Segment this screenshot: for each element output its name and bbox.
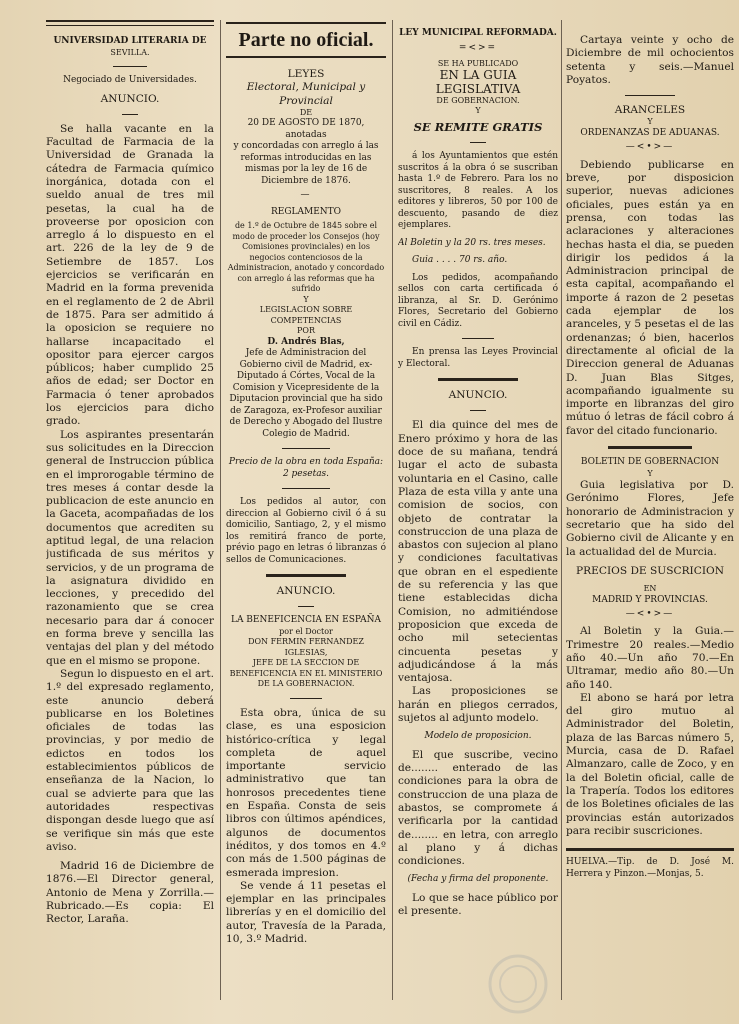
publicado-label: SE HA PUBLICADO bbox=[437, 58, 519, 68]
ornament: —<•>— bbox=[625, 609, 675, 620]
paragraph: Los pedidos, acompañando sellos con carta certificada ó libranza, al Sr. D. Gerónimo Flores, Secretario del Gobierno civil en Cádiz. bbox=[398, 272, 558, 329]
column-1 bbox=[46, 14, 214, 1014]
paragraph: El que suscribe, vecino de........ enterado de las condiciones para la obra de construccion de una plaza de abastos, se compromete á verificarla por la cantidad de........ en letra, con arreglo al plano y á dichas condiciones. bbox=[398, 748, 558, 868]
price: Precio de la obra en toda España: 2 pesetas. bbox=[228, 457, 384, 479]
paragraph: Segun lo dispuesto en el art. 1.º del expresado reglamento, este anuncio deberá publicarse en los Boletines oficiales de todas las provincias, y por medio de edictos en todos los establecimientos públicos de enseñanza de la Nacion, lo cual se advierte para que las autoridades respectivas dispongan desde luego que así se verifique sin más que este aviso. bbox=[46, 667, 214, 853]
paragraph: Esta obra, única de su clase, es una esposicion histórico-crítica y legal completa de aquel importante servicio administrativo que tan honrosos precedentes tiene en España. Consta de seis libros con últimos apéndices, algunos de documentos inéditos, y dos tomos en 4.º con más de 1.500 páginas de esmerada impresion. bbox=[226, 706, 386, 879]
author-name: D. Andrés Blas, bbox=[267, 336, 345, 347]
paragraph: Las proposiciones se harán en pliegos cerrados, sujetos al adjunto modelo. bbox=[398, 685, 558, 725]
doctor-description: JEFE DE LA SECCION DE BENEFICENCIA EN EL MINISTERIO DE LA GOBERNACION. bbox=[229, 658, 383, 689]
ornament: — bbox=[300, 190, 312, 201]
ley-municipal-title: LEY MUNICIPAL REFORMADA. bbox=[399, 28, 557, 38]
column-3 bbox=[398, 14, 558, 1014]
divider bbox=[608, 446, 692, 449]
ornament: =<>= bbox=[458, 42, 498, 53]
divider bbox=[566, 848, 734, 851]
ordenanzas-heading: ORDENANZAS DE ADUANAS. bbox=[580, 127, 720, 138]
signature: Madrid 16 de Diciembre de 1876.—El Director general, Antonio de Mena y Zorrilla.—Rubricado.—Es copia: El Rector, Laraña. bbox=[46, 860, 214, 926]
divider bbox=[438, 378, 518, 381]
watermark-stamp-icon bbox=[486, 952, 550, 1016]
y-label: Y bbox=[475, 106, 481, 116]
reglamento-text: de 1.º de Octubre de 1845 sobre el modo de proceder los Consejos (hoy Comisiones provinciales) en los negocios contenciosos de la Administracion, anotado y concordado con arreglo á las reformas que ha sufrido bbox=[227, 221, 385, 294]
paragraph: á los Ayuntamientos que estén suscritos á la obra ó se suscriban hasta 1.º de Febrero. Para los no suscritores, 8 reales. A los editores y libreros, 50 por 100 de descuento, pasando de diez ejemplares. bbox=[398, 151, 558, 231]
boletin-heading: BOLETIN DE GOBERNACION bbox=[580, 457, 720, 468]
printer-imprint: HUELVA.—Tip. de D. José M. Herrera y Pinzon.—Monjas, 5. bbox=[566, 857, 734, 879]
doctor-name: DON FERMIN FERNANDEZ IGLESIAS, bbox=[248, 637, 364, 657]
anotadas: anotadas bbox=[285, 129, 327, 140]
paragraph: Cartaya veinte y ocho de Diciembre de mil ochocientos setenta y seis.—Manuel Poyatos. bbox=[566, 34, 734, 86]
y-label: Y bbox=[647, 468, 653, 478]
ornament: —<•>— bbox=[625, 142, 675, 153]
divider bbox=[462, 338, 494, 339]
en-label: EN bbox=[643, 584, 657, 594]
law-date: 20 DE AGOSTO DE 1870, bbox=[247, 118, 365, 129]
price-line-1: Al Boletin y la 20 rs. tres meses. bbox=[398, 237, 546, 248]
divider bbox=[290, 698, 322, 699]
price-line-2: Guia . . . . 70 rs. año. bbox=[412, 255, 508, 266]
column-divider bbox=[392, 20, 393, 1000]
column-divider bbox=[220, 20, 221, 1000]
y-label: Y bbox=[647, 117, 653, 127]
aranceles-heading: ARANCELES bbox=[614, 104, 686, 117]
divider bbox=[113, 66, 147, 67]
divider bbox=[298, 606, 314, 607]
divider bbox=[625, 95, 675, 96]
paragraph: En prensa las Leyes Provincial y Electoral. bbox=[398, 347, 558, 369]
guia-legislativa: EN LA GUIA LEGISLATIVA bbox=[435, 68, 521, 96]
leyes-heading: LEYES bbox=[287, 68, 325, 80]
reglamento-heading: REGLAMENTO bbox=[270, 206, 342, 217]
legislacion-heading: LEGISLACION SOBRE COMPETENCIAS bbox=[259, 305, 353, 325]
paragraph: Guia legislativa por D. Gerónimo Flores, Jefe honorario de Administracion y secretario que ha sido del Gobierno civil de Alicante y en la actualidad del de Murcia. bbox=[566, 479, 734, 558]
paragraph: Al Boletin y la Guia.—Trimestre 20 reales.—Medio año 40.—Un año 70.—En Ultramar, medio año 80.—Un año 140. bbox=[566, 625, 734, 691]
divider bbox=[470, 410, 486, 411]
divider bbox=[470, 142, 486, 143]
concordadas: y concordadas con arreglo á las reformas introducidas en las mismas por la ley de 16 de Diciembre de 1876. bbox=[233, 141, 379, 186]
fecha-firma: (Fecha y firma del proponente. bbox=[407, 874, 549, 885]
anuncio-heading: ANUNCIO. bbox=[100, 92, 160, 105]
author-description: Jefe de Administracion del Gobierno civil de Madrid, ex-Diputado á Córtes, Vocal de la Comision y Vicepresidente de la Diputacion provincial que ha sido de Zaragoza, ex-Profesor auxiliar de Derecho y Abogado del Ilustre Colegio de Madrid. bbox=[229, 348, 383, 439]
university-city: SEVILLA. bbox=[110, 47, 150, 57]
divider bbox=[122, 114, 139, 115]
divider bbox=[282, 448, 330, 449]
madrid-provincias: MADRID Y PROVINCIAS. bbox=[592, 594, 708, 605]
divider bbox=[282, 488, 330, 489]
leyes-subtitle: Electoral, Municipal y Provincial bbox=[246, 81, 366, 107]
beneficencia-title: LA BENEFICENCIA EN ESPAÑA bbox=[230, 615, 382, 626]
remite-gratis: SE REMITE GRATIS bbox=[413, 119, 543, 134]
por-label: POR bbox=[297, 326, 315, 336]
top-rule bbox=[46, 20, 214, 26]
anuncio-heading: ANUNCIO. bbox=[448, 389, 508, 402]
paragraph: El dia quince del mes de Enero próximo y hora de las doce de su mañana, tendrá lugar el acto de subasta voluntaria en el Casino, calle Plaza de esta villa y ante una comision de socios, con objeto de contratar la construccion de una plaza de abastos con sujecion al plano y condiciones facultativas que obran en el espediente de su referencia y las que tiene establecidas dicha Comision, no admitiéndose proposicion que exceda de ocho mil setecientas cincuenta pesetas y adjudicándose á la más ventajosa. bbox=[398, 419, 558, 685]
column-2 bbox=[226, 14, 386, 1014]
paragraph: El abono se hará por letra del giro mutuo al Administrador del Boletin, plaza de las Barcas número 5, Murcia, casa de D. Rafael Almanzaro, calle de Zoco, y en la del Boletin oficial, calle de la Trapería. Todos los editores de los Boletines oficiales de las provincias están autorizados para recibir suscriciones. bbox=[566, 691, 734, 837]
column-divider bbox=[561, 20, 562, 1000]
paragraph: Debiendo publicarse en breve, por disposicion superior, nuevas adiciones oficiales, pues están ya en prensa, con todas las aclaraciones y alteraciones hechas hasta el dia, se pueden dirigir los pedidos á la Administracion principal de esta capital, acompañando el importe á razon de 2 pesetas cada ejemplar de los aranceles, y 5 pesetas el de las ordenanzas; ó bien, hacerlos directamente al oficial de la Direccion general de Aduanas D. Juan Blas Sitges, acompañando igualmente su importe en libranzas del giro mútuo ó letras de fácil cobro á favor del citado funcionario. bbox=[566, 158, 734, 437]
modelo-heading: Modelo de proposicion. bbox=[424, 731, 532, 742]
paragraph: Los aspirantes presentarán sus solicitudes en la Direccion general de Instruccion pública en el improrogable término de tres meses á contar desde la publicacion de este anuncio en la Gaceta, acompañadas de los documentos que acrediten su aptitud legal, de una relacion justificada de sus méritos y servicios, y de un programa de la asignatura dividido en lecciones, y precedido del razonamiento que se crea necesario para dar á conocer en forma breve y sencilla las ventajas del plan y del método que en el mismo se propone. bbox=[46, 428, 214, 667]
por-doctor: por el Doctor bbox=[279, 626, 333, 636]
paragraph: Lo que se hace público por el presente. bbox=[398, 891, 558, 918]
divider bbox=[266, 574, 346, 577]
university-header: UNIVERSIDAD LITERARIA DE bbox=[53, 36, 207, 46]
paragraph: Los pedidos al autor, con direccion al Gobierno civil ó á su domicilio, Santiago, 2, y el mismo los remitirá franco de porte, prévio pago en letras ó libranzas ó sellos de Comunicaciones. bbox=[226, 497, 386, 565]
section-title: Parte no oficial. bbox=[226, 22, 386, 58]
negociado: Negociado de Universidades. bbox=[63, 75, 197, 85]
y-label: Y bbox=[303, 294, 309, 304]
paragraph: Se vende á 11 pesetas el ejemplar en las principales librerías y en el domicilio del autor, Travesía de la Parada, 10, 3.º Madrid. bbox=[226, 879, 386, 946]
de-label: DE bbox=[299, 107, 313, 117]
column-4 bbox=[566, 14, 734, 1014]
gobernacion-label: DE GOBERNACION. bbox=[436, 95, 520, 105]
precios-heading: PRECIOS DE SUSCRICION bbox=[576, 564, 724, 577]
anuncio-heading: ANUNCIO. bbox=[276, 585, 336, 598]
paragraph: Se halla vacante en la Facultad de Farmacia de la Universidad de Granada la cátedra de Farmacia químico inorgánica, dotada con el sueldo anual de tres mil pesetas, la cual ha de proveerse por oposicion con arreglo á lo dispuesto en el art. 226 de la ley de 9 de Setiembre de 1857. Los ejercicios se verificarán en Madrid en la forma prevenida en el reglamento de 2 de Abril de 1875. Para ser admitido á la oposicion se requiere no hallarse incapacitado el opositor para ejercer cargos públicos; haber cumplido 25 años de edad; ser Doctor en Farmacia ó tener aprobados los ejercicios para dicho grado. bbox=[46, 122, 214, 428]
